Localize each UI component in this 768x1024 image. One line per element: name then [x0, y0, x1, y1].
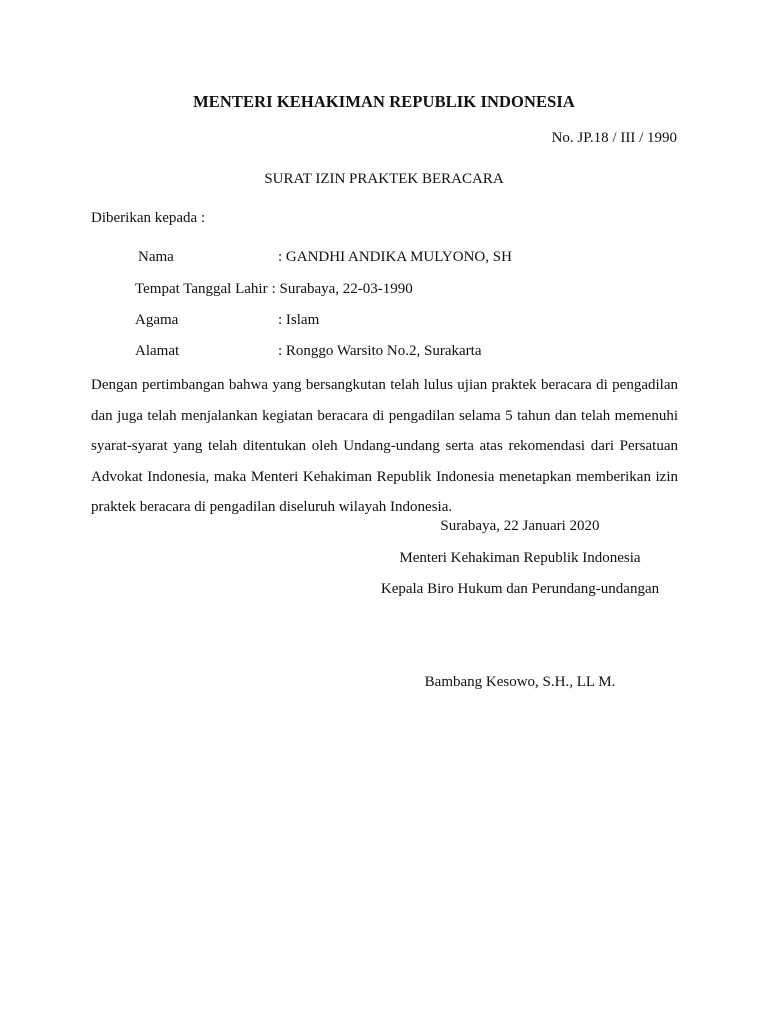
field-value-birth: : Surabaya, 22-03-1990 [271, 281, 413, 297]
signature-name: Bambang Kesowo, S.H., LL M. [424, 674, 616, 690]
document-heading: MENTERI KEHAKIMAN REPUBLIK INDONESIA [193, 92, 575, 111]
field-label-religion: Agama [135, 312, 179, 328]
signature-place-date: Surabaya, 22 Januari 2020 [440, 518, 600, 534]
field-label-address: Alamat [135, 343, 180, 359]
field-value-religion: : Islam [278, 312, 320, 328]
given-to-label: Diberikan kepada : [91, 210, 206, 226]
field-label-birth: Tempat Tanggal Lahir [135, 281, 268, 297]
document-subject: SURAT IZIN PRAKTEK BERACARA [264, 171, 504, 187]
signature-title-line1: Menteri Kehakiman Republik Indonesia [399, 550, 641, 566]
document-number: No. JP.18 / III / 1990 [551, 130, 677, 146]
body-paragraph: Dengan pertimbangan bahwa yang bersangkutan telah lulus ujian praktek beracara di pengadilan dan juga telah menjalankan kegiatan beracara di pengadilan selama 5 tahun dan telah memenuhi syarat-syarat yang telah ditentukan oleh Undang-undang serta atas rekomendasi dari Persatuan Advokat Indonesia, maka Menteri Kehakiman Republik Indonesia menetapkan memberikan izin praktek beracara di pengadilan diseluruh wilayah Indonesia. [91, 377, 678, 515]
field-row-religion [135, 312, 319, 329]
field-value-name: : GANDHI ANDIKA MULYONO, SH [278, 249, 512, 265]
field-row-address [135, 343, 482, 360]
field-row-birth [135, 281, 413, 298]
field-row-name [135, 249, 512, 266]
field-value-address: : Ronggo Warsito No.2, Surakarta [278, 343, 482, 359]
field-label-name: Nama [138, 249, 174, 265]
signature-title-line2: Kepala Biro Hukum dan Perundang-undangan [380, 581, 660, 597]
